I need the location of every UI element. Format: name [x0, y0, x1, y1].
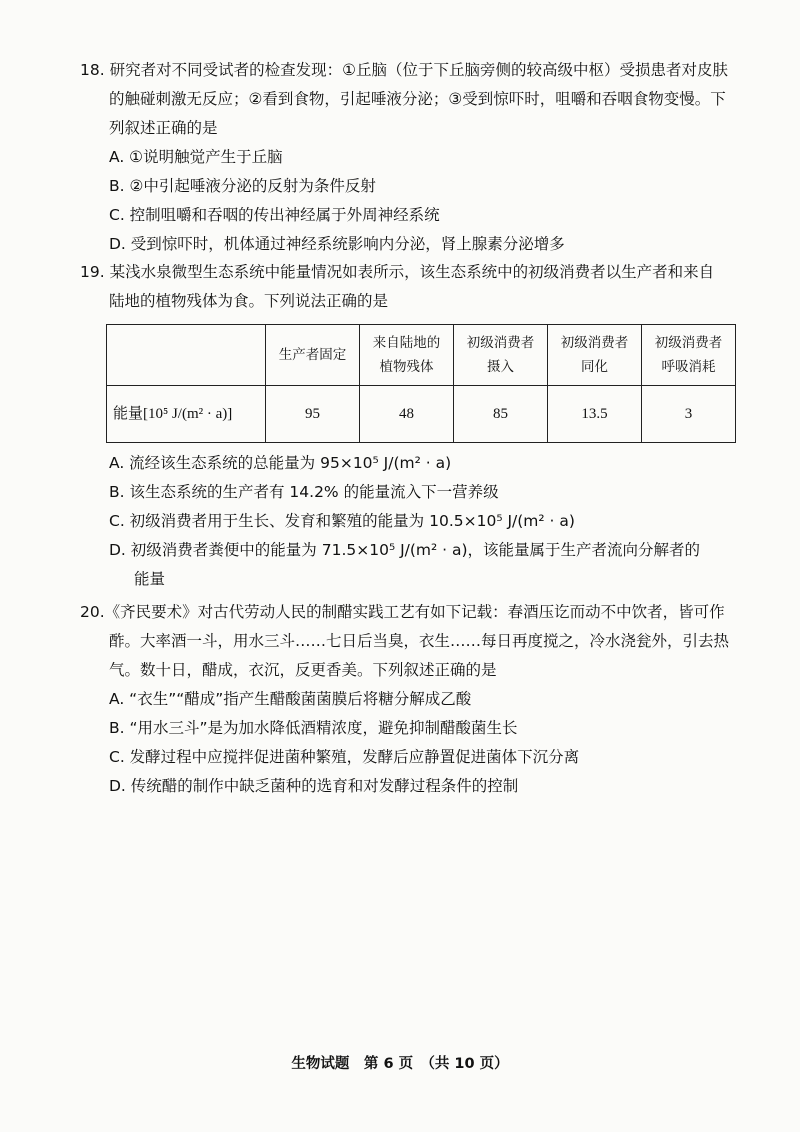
question-stem-line: 18. 研究者对不同受试者的检查发现：①丘脑（位于下丘脑旁侧的较高级中枢）受损患者对皮肤 — [80, 61, 728, 79]
table-header-cell — [107, 325, 266, 386]
table-header-cell: 来自陆地的 植物残体 — [360, 325, 454, 386]
option-d: D. 传统醋的制作中缺乏菌种的选育和对发酵过程条件的控制 — [109, 777, 519, 795]
question-19 — [80, 258, 740, 594]
table-cell: 48 — [360, 386, 454, 443]
table-header-cell: 生产者固定 — [266, 325, 360, 386]
table-cell: 95 — [266, 386, 360, 443]
question-18 — [80, 56, 740, 259]
table-cell: 3 — [642, 386, 736, 443]
table-header-cell: 初级消费者 同化 — [548, 325, 642, 386]
question-stem-line: 陆地的植物残体为食。下列说法正确的是 — [109, 292, 389, 310]
question-stem-line: 20.《齐民要术》对古代劳动人民的制醋实践工艺有如下记载：春酒压讫而动不中饮者，皆可作 — [80, 603, 725, 621]
table-cell: 13.5 — [548, 386, 642, 443]
option-c: C. 初级消费者用于生长、发育和繁殖的能量为 10.5×10⁵ J/(m² · a) — [109, 512, 575, 530]
option-d: D. 初级消费者粪便中的能量为 71.5×10⁵ J/(m² · a)，该能量属于生产者流向分解者的 — [109, 541, 701, 559]
option-a: A. “衣生”“醋成”指产生醋酸菌菌膜后将糖分解成乙酸 — [109, 690, 472, 708]
page-footer: 生物试题 第 6 页 （共 10 页） — [291, 1056, 509, 1072]
table-cell: 85 — [454, 386, 548, 443]
question-stem-line: 的触碰刺激无反应；②看到食物，引起唾液分泌；③受到惊吓时，咀嚼和吞咽食物变慢。下 — [109, 90, 726, 108]
question-stem-line: 19. 某浅水泉微型生态系统中能量情况如表所示，该生态系统中的初级消费者以生产者和来自 — [80, 263, 715, 281]
table-header-cell: 初级消费者 摄入 — [454, 325, 548, 386]
option-d: D. 受到惊吓时，机体通过神经系统影响内分泌，肾上腺素分泌增多 — [109, 235, 565, 253]
table-row — [107, 386, 736, 443]
option-b: B. “用水三斗”是为加水降低酒精浓度，避免抑制醋酸菌生长 — [109, 719, 518, 737]
table-header-row — [107, 325, 736, 386]
option-d-continued: 能量 — [134, 570, 166, 588]
question-stem-line: 气。数十日，醋成，衣沉，反更香美。下列叙述正确的是 — [109, 661, 497, 679]
question-stem-line: 酢。大率酒一斗，用水三斗……七日后当臭，衣生……每日再度搅之，冷水浇瓮外，引去热 — [109, 632, 730, 650]
table-row-label: 能量[10⁵ J/(m² · a)] — [107, 386, 266, 443]
option-a: A. ①说明触觉产生于丘脑 — [109, 148, 283, 166]
option-b: B. 该生态系统的生产者有 14.2% 的能量流入下一营养级 — [109, 483, 499, 501]
question-20 — [80, 598, 740, 801]
option-b: B. ②中引起唾液分泌的反射为条件反射 — [109, 177, 376, 195]
table-header-cell: 初级消费者 呼吸消耗 — [642, 325, 736, 386]
energy-table — [106, 324, 736, 443]
question-stem-line: 列叙述正确的是 — [109, 119, 218, 137]
option-c: C. 发酵过程中应搅拌促进菌种繁殖，发酵后应静置促进菌体下沉分离 — [109, 748, 580, 766]
option-a: A. 流经该生态系统的总能量为 95×10⁵ J/(m² · a) — [109, 454, 452, 472]
option-c: C. 控制咀嚼和吞咽的传出神经属于外周神经系统 — [109, 206, 440, 224]
